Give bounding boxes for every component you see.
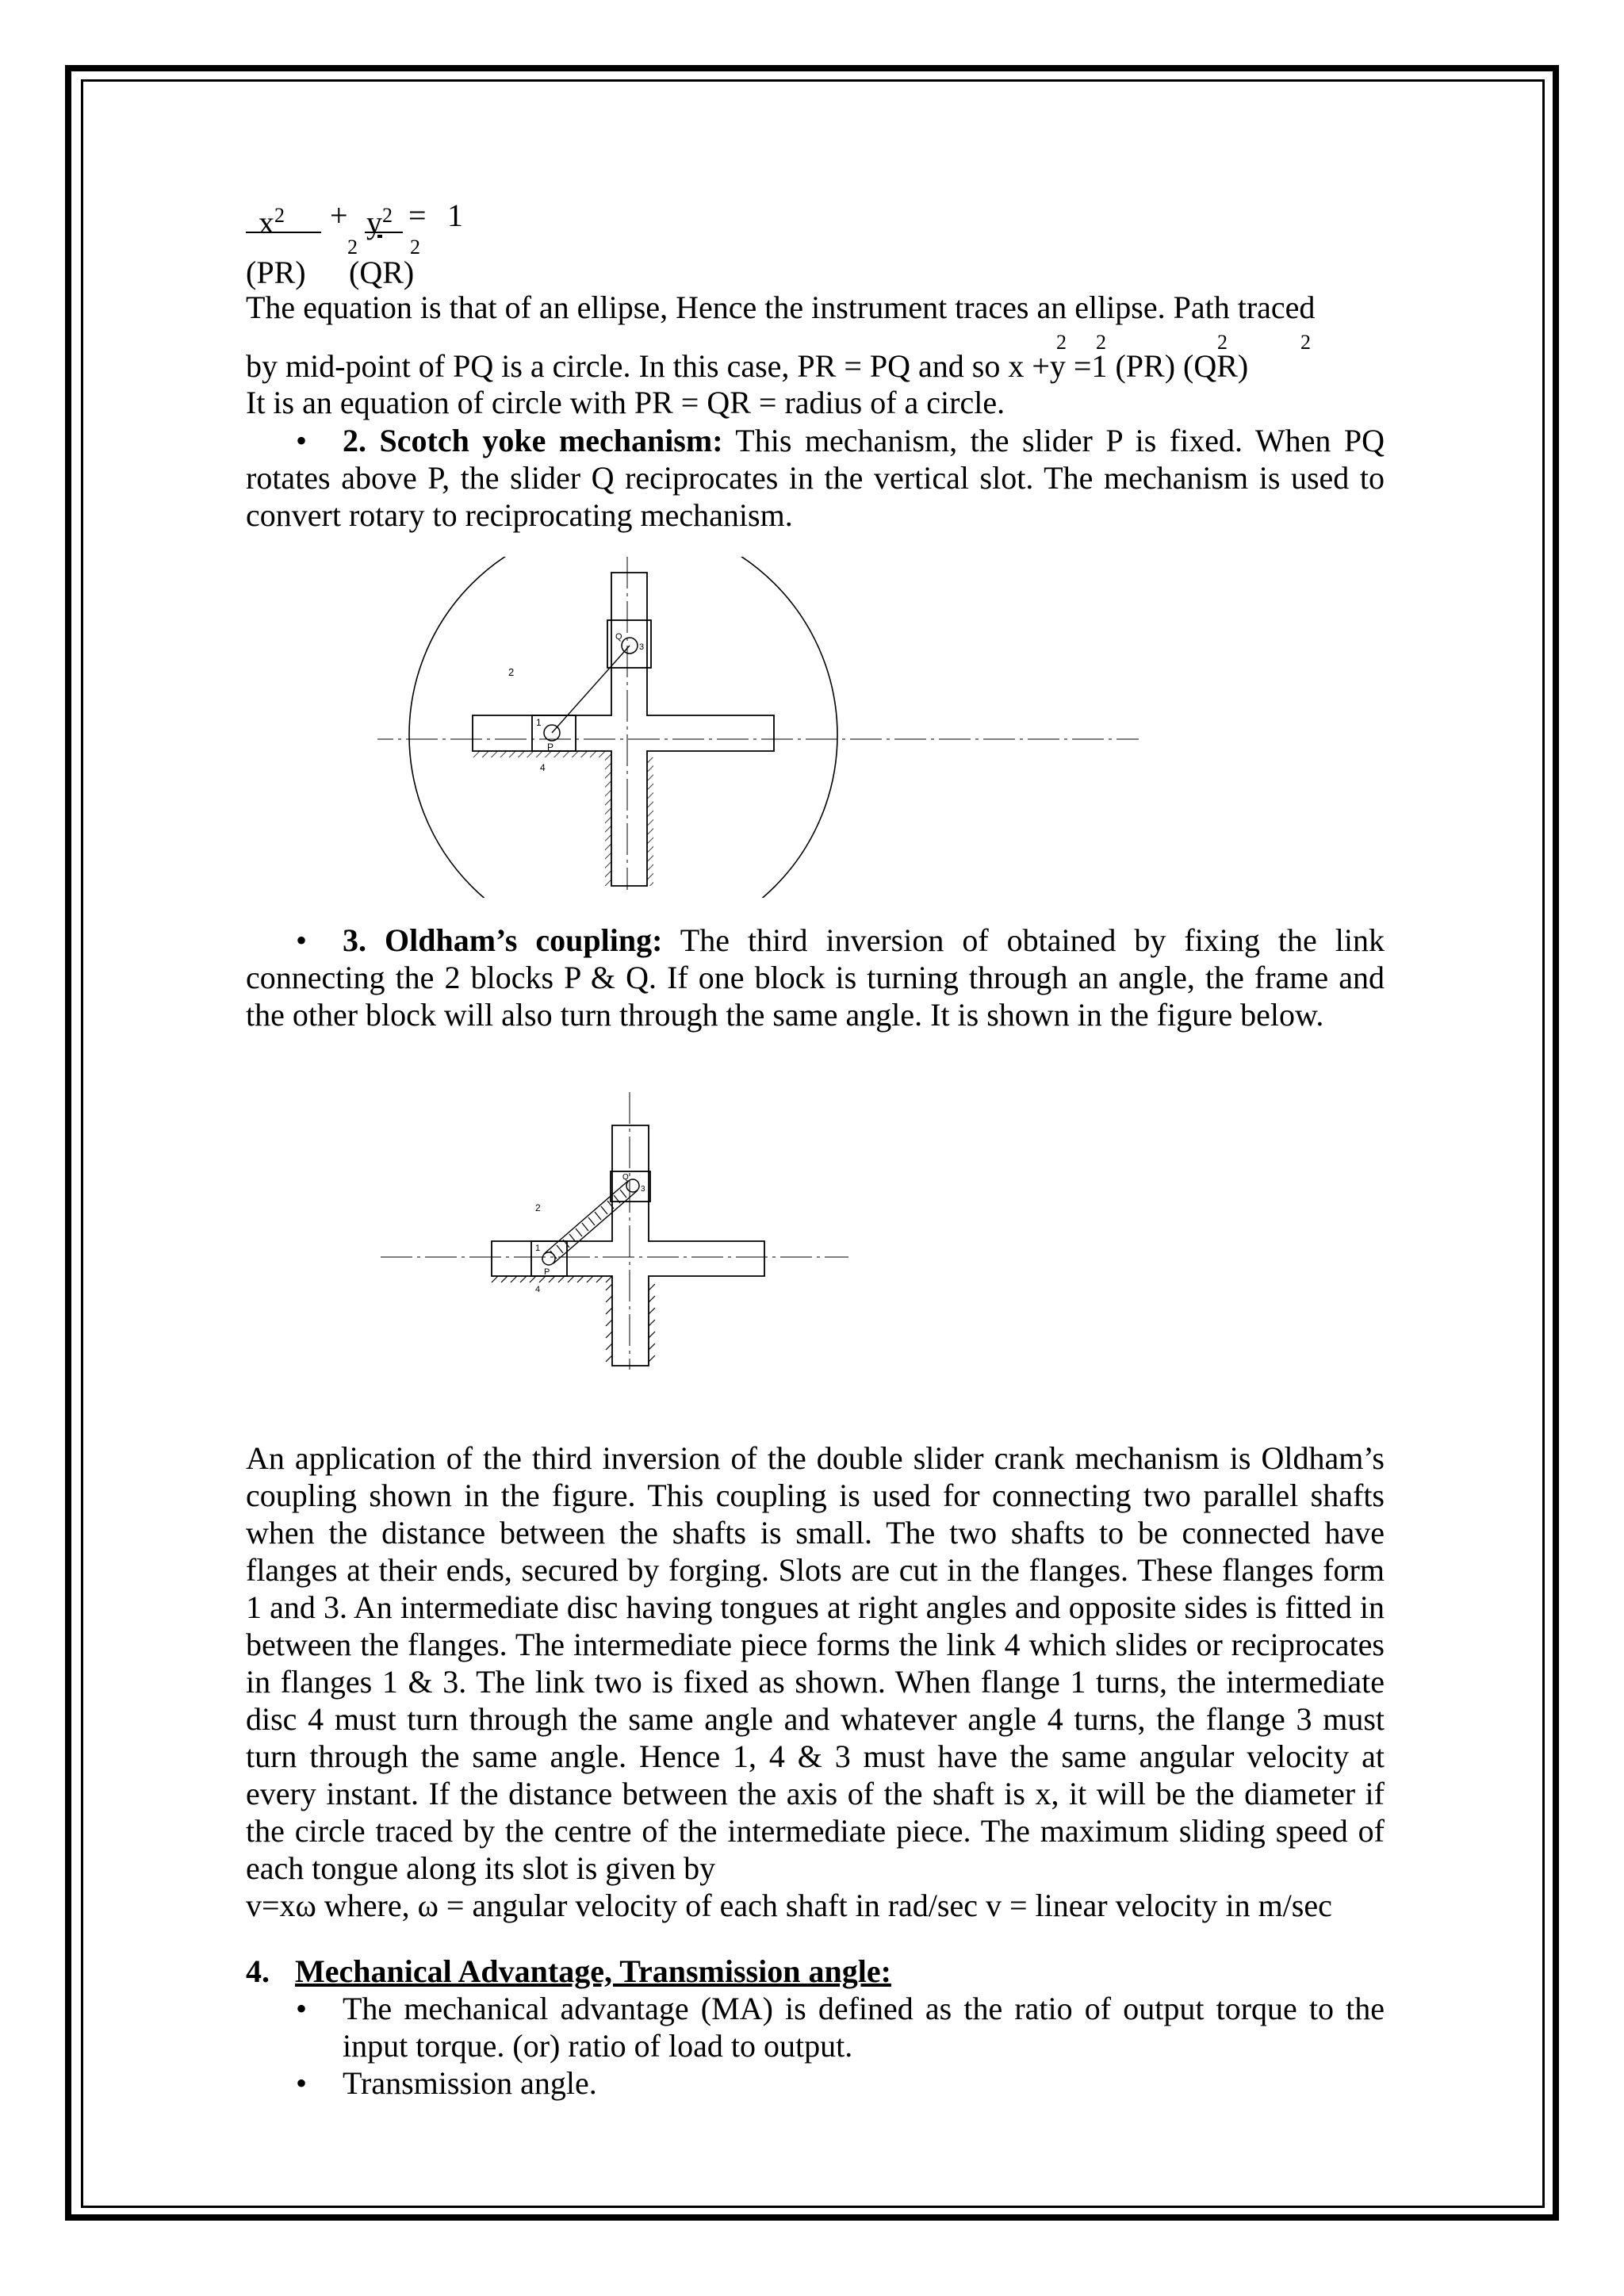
eq-plus: +: [330, 197, 348, 233]
fig1-label-2: 2: [508, 666, 515, 678]
fig2-label-1: 1: [535, 1244, 541, 1253]
fig1-label-4: 4: [540, 762, 546, 773]
fig2-label-p: P: [544, 1267, 550, 1277]
fixed-link-edge-1: [544, 1181, 628, 1254]
fig1-label-3: 3: [639, 642, 645, 652]
list-item-text: The mechanical advantage (MA) is defined as the ratio of output torque to the input torque. (or) ratio of load to output.: [343, 1991, 1385, 2064]
fig2-label-q: Q: [622, 1173, 629, 1182]
fig2-label-3: 3: [641, 1185, 645, 1194]
fig2-label-4: 4: [535, 1285, 541, 1294]
eq-den-exp-1: 2: [347, 236, 358, 259]
cross-frame: [492, 1125, 764, 1366]
eq-den-exp-2: 2: [410, 236, 420, 259]
fig2-label-2: 2: [535, 1202, 541, 1213]
list-item: [246, 1990, 1385, 2064]
section-4-heading: [246, 1953, 891, 1990]
connecting-link: [552, 646, 630, 733]
eq-y: $y^2$: [366, 204, 393, 240]
eq-y-bar: [365, 232, 403, 233]
eq-x: $x^2$: [259, 204, 285, 240]
section-number: 4.: [246, 1953, 270, 1989]
bullet-icon: •: [296, 2065, 308, 2101]
fig1-label-q: Q: [615, 632, 622, 642]
oldham-figure: [381, 1092, 1110, 1378]
ground-hatch-bottom: [473, 751, 611, 757]
oldham-text-rest: connecting the 2 blocks P & Q. If one block is turning through an angle, the frame and the other block will also turn through the same angle. It is shown in the figure below.: [246, 960, 1385, 1033]
eq-x-bar: [246, 232, 321, 233]
application-paragraph: An application of the third inversion of the double slider crank mechanism is Oldham’s coupling shown in the figure. This coupling is used for connecting two parallel shafts when the distance between the shafts is small. The two shafts to be connected have flanges at their ends, secured by forging. Slots are cut in the flanges. These flanges form 1 and 3. An intermediate disc having tongues at right angles and opposite sides is fitted in between the flanges. The intermediate piece forms the link 4 which slides or reciprocates in flanges 1 & 3. The link two is fixed as shown. When flange 1 turns, the intermediate disc 4 must turn through the same angle and whatever angle 4 turns, the flange 3 must turn through the same angle. Hence 1, 4 & 3 must have the same angular velocity at every instant. If the distance between the axis of the shaft is x, it will be the diameter if the circle traced by the centre of the intermediate piece. The maximum sliding speed of each tongue along its slot is given by: [246, 1440, 1385, 1886]
ground-hatch-left: [605, 757, 611, 886]
formula-line: v=xω where, ω = angular velocity of each shaft in rad/sec v = linear velocity in m/sec: [246, 1888, 1332, 1923]
oldham-first-line: [246, 922, 1385, 959]
scotch-yoke-heading: 2. Scotch yoke mechanism:: [343, 423, 723, 458]
eq-den-pr: (PR): [246, 255, 306, 290]
list-item: [246, 2064, 1385, 2102]
scotch-yoke-section: [246, 422, 1385, 534]
oldham-text-1: The third inversion of obtained by fixing the link: [662, 922, 1385, 958]
eq-equals: =: [408, 197, 427, 233]
ground-hatch: [492, 1276, 655, 1362]
scotch-yoke-first-line: [246, 422, 1385, 459]
bullet-icon: •: [296, 423, 308, 458]
eq-one: 1: [447, 197, 463, 233]
eq-den-qr: (QR): [349, 255, 415, 290]
fixed-link-hatch: [550, 1190, 626, 1259]
intro-line-2: by mid-point of PQ is a circle. In this case, PR = PQ and so x +y =1 (PR) (QR): [246, 348, 1249, 384]
bullet-icon: •: [296, 922, 308, 958]
section-4-list: [246, 1990, 1385, 2102]
scotch-yoke-text-rest: rotates above P, the slider Q reciprocates in the vertical slot. The mechanism is used to convert rotary to reciprocating mechanism.: [246, 460, 1385, 533]
ground-hatch-right: [647, 757, 653, 886]
scotch-yoke-figure: [377, 557, 1162, 898]
intro-superscripts: 2 2 2 2: [1056, 331, 1311, 354]
oldham-heading: 3. Oldham’s coupling:: [343, 922, 663, 958]
intro-line-1: The equation is that of an ellipse, Hence the instrument traces an ellipse. Path traced: [246, 289, 1316, 325]
fig1-label-1: 1: [536, 717, 542, 728]
scotch-yoke-text-1: This mechanism, the slider P is fixed. When PQ: [722, 423, 1385, 458]
fixed-link-edge-2: [553, 1190, 638, 1263]
oldham-section: [246, 922, 1385, 1033]
application-section: [246, 1439, 1385, 1924]
bullet-icon: •: [296, 1991, 308, 2026]
section-title: Mechanical Advantage, Transmission angle:: [295, 1953, 891, 1989]
fig1-label-p: P: [547, 742, 554, 753]
intro-line-3: It is an equation of circle with PR = QR = radius of a circle.: [246, 385, 1005, 420]
vertical-slider-block: [607, 620, 651, 668]
list-item-text: Transmission angle.: [343, 2065, 597, 2101]
crank-circle: [409, 557, 837, 898]
